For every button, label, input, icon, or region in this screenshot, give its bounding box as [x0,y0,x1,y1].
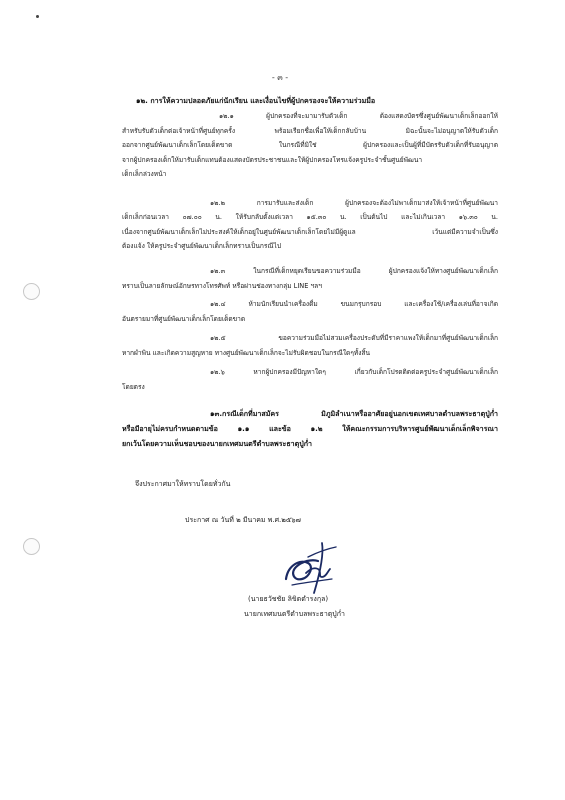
item-12-2-line-2: เด็กเล็กก่อนเวลา ๐๗.๐๐ น. ให้รับกลับตั้งแต่เวลา ๑๕.๓๐ น. เป็นต้นไป และไม่เกินเวลา ๑๖.๓๐ น. [122,213,498,221]
section-13-line-3: ยกเว้นโดยความเห็นชอบของนายกเทศมนตรีตำบลพระธาตุปู่ก่ำ [122,439,313,448]
item-12-3-line-2: ทราบเป็นลายลักษณ์อักษรทางโทรศัพท์ หรือผ่านช่องทางกลุ่ม LINE ฯลฯ [122,282,322,290]
item-12-2-line-4: ต้องแจ้ง ให้ครูประจำศูนย์พัฒนาเด็กเล็กทราบเป็นกรณีไป [122,242,282,250]
item-12-2-line-1: ๑๒.๒ การมารับและส่งเด็ก ผู้ปกครองจะต้องไม่พาเด็กมาส่งให้เจ้าหน้าที่ศูนย์พัฒนา [210,199,498,207]
announcement-date: ประกาศ ณ วันที่ ๒ มีนาคม พ.ศ.๒๕๖๗ [185,516,301,524]
page-number: - ๓ - [271,73,289,82]
item-12-1-line-5: เด็กเล็กล่วงหน้า [122,170,167,178]
handwritten-signature [278,533,340,597]
item-12-6-line-1: ๑๒.๖ หากผู้ปกครองมีปัญหาใดๆ เกี่ยวกับเด็กโปรดติดต่อครูประจำศูนย์พัฒนาเด็กเล็ก [210,368,498,376]
item-12-3-line-1: ๑๒.๓ ในกรณีที่เด็กหยุดเรียนขอความร่วมมือ ผู้ปกครองแจ้งให้ทางศูนย์พัฒนาเด็กเล็ก [210,267,498,275]
item-12-4-line-2: อันตรายมาที่ศูนย์พัฒนาเด็กเล็กโดยเด็ดขาด [122,315,246,323]
punch-hole-bottom [23,538,40,555]
punch-hole-top [23,283,40,300]
item-12-5-line-2: หากผำพิน และเกิดความสูญหาย ทางศูนย์พัฒนาเด็กเล็กจะไม่รับผิดชอบในกรณีใดๆทั้งสิ้น [122,349,370,357]
item-12-1-line-4: จากผู้ปกครองเด็กให้มารับเด็กแทนต้องแสดงบัตรประชาชนและให้ผู้ปกครองโทรแจ้งครูประจำชั้นศูนย์พัฒนา [122,156,423,164]
scan-speck [36,15,39,18]
section-12-heading: ๑๒. การให้ความปลอดภัยแก่นักเรียน และเงื่อนไขที่ผู้ปกครองจะให้ความร่วมมือ [136,96,376,105]
announcement-closing: จึงประกาศมาให้ทราบโดยทั่วกัน [135,480,231,488]
signer-name: (นายธวัชชัย ลิขิตตำรงกุล) [248,595,329,603]
section-13-line-2: หรือมีอายุไม่ครบกำหนดตามข้อ ๑.๑ และข้อ ๑.๒ ให้คณะกรรมการบริหารศูนย์พัฒนาเด็กเล็กพิจารณา [122,424,498,433]
item-12-5-line-1: ๑๒.๕ ขอความร่วมมือไม่สวมเครื่องประดับที่มีราคาแพงให้เด็กมาที่ศูนย์พัฒนาเด็กเล็ก [210,334,498,342]
item-12-6-line-2: โดยตรง [122,383,145,391]
item-12-1-line-2: สำหรับรับตัวเด็กต่อเจ้าหน้าที่ศูนย์ทุกครั้ง พร้อมเรียกชื่อเพื่อให้เด็กกลับบ้าน มิฉะนั้นจะไม่อนุญาตให้รับตัวเด็ก [122,127,498,135]
signer-title: นายกเทศมนตรีตำบลพระธาตุปู่ก่ำ [244,610,345,618]
item-12-1-line-3: ออกจากศูนย์พัฒนาเด็กเล็กโดยเด็ดขาด ในกรณีที่มิใช่ ผู้ปกครองและเป็นผู้ที่มีบัตรรับตัวเด็กที่รับอนุญาต [122,141,498,149]
section-13-line-1: ๑๓.กรณีเด็กที่มาสมัคร มิภูมิลำเนาหรืออาศัยอยู่นอกเขตเทศบาลตำบลพระธาตุปู่ก่ำ [210,409,498,418]
item-12-4-line-1: ๑๒.๔ ห้ามนักเรียนนำเครื่องดื่ม ขนมกรุบกรอบ และเครื่องใช้/เครื่องเล่นที่อาจเกิด [210,300,498,308]
item-12-1-line-1: ๑๒.๑ ผู้ปกครองที่จะมามารับตัวเด็ก ต้องแสดงบัตรซึ่งศูนย์พัฒนาเด็กเล็กออกให้ [219,112,498,120]
item-12-2-line-3: เนื่องจากศูนย์พัฒนาเด็กเล็กไม่ประสงค์ให้เด็กอยู่ในศูนย์พัฒนาเด็กเล็กโดยไม่มีผู้ดูแล เว้นแต่มีความจำเป็นซึ่ง [122,228,498,236]
